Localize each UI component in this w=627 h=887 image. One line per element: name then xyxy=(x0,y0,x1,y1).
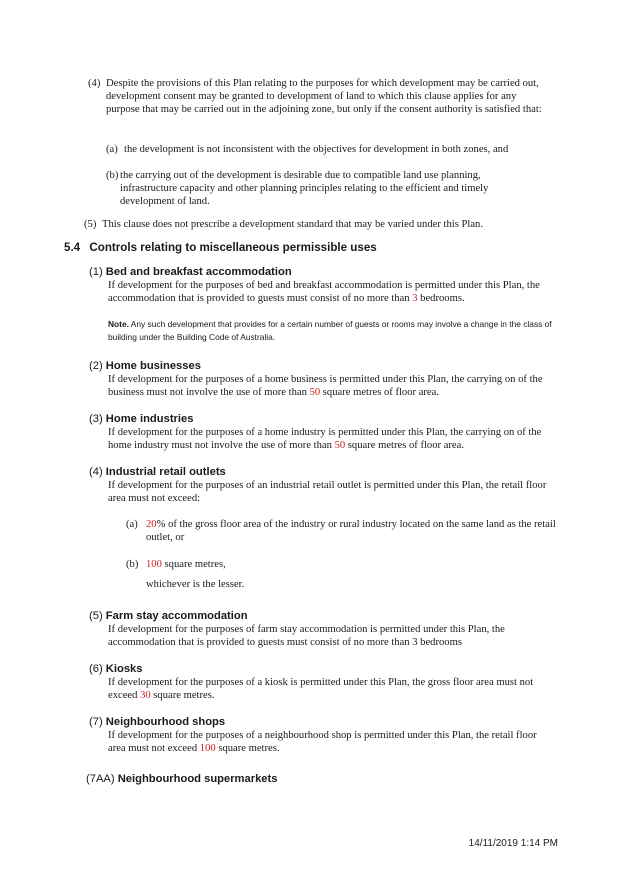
body-text: If development for the purposes of a home industry is permitted under this Plan, the carrying on of the home industry must not involve the use of more than xyxy=(108,427,542,451)
note-label: Note. xyxy=(108,319,129,329)
clause-4a-number: (a) xyxy=(106,144,118,155)
subclause-title: Neighbourhood supermarkets xyxy=(117,773,278,785)
body-text: If development for the purposes of a kiosk is permitted under this Plan, the gross floor area must not exceed xyxy=(108,677,534,701)
clause-4-number: (4) xyxy=(88,78,101,89)
note-text: Any such development that provides for a certain number of guests or rooms may involve a change in the class of building under the Building Code of Australia. xyxy=(108,319,552,342)
body-text: If development for the purposes of an industrial retail outlet is permitted under this Plan, the retail floor area must not exceed: xyxy=(108,480,547,504)
standard-value: 30 xyxy=(140,690,151,701)
body-text: % of the gross floor area of the industry or rural industry located on the same land as the retail outlet, or xyxy=(146,519,556,543)
industrial-retail-lesser: whichever is the lesser. xyxy=(146,579,245,590)
body-text: square metres of floor area. xyxy=(320,387,439,398)
body-text: square metres. xyxy=(215,743,280,754)
heading-bed-and-breakfast xyxy=(89,265,559,279)
text-farm-stay-accommodation xyxy=(108,623,556,649)
subclause-title: Home industries xyxy=(105,413,194,425)
heading-kiosks xyxy=(89,662,559,676)
heading-neighbourhood-supermarkets xyxy=(86,772,556,786)
standard-value: 50 xyxy=(309,387,321,398)
industrial-retail-b xyxy=(126,558,566,571)
text-neighbourhood-shops xyxy=(108,729,548,755)
clause-5-text: This clause does not prescribe a development standard that may be varied under this Plan. xyxy=(102,219,483,230)
body-text: If development for the purposes of farm stay accommodation is permitted under this Plan, the accommodation that is provided to guests must consist of no more than 3 bedrooms xyxy=(108,624,505,648)
heading-industrial-retail-outlets xyxy=(89,465,559,479)
subclause-title: Industrial retail outlets xyxy=(105,466,226,478)
body-text: bedrooms. xyxy=(417,293,465,304)
note-bed-and-breakfast xyxy=(108,318,558,343)
heading-home-industries xyxy=(89,412,559,426)
standard-value: 20 xyxy=(146,519,157,530)
subclause-number: (1) xyxy=(89,266,103,278)
standard-value: 50 xyxy=(334,440,346,451)
clause-4b-number: (b) xyxy=(106,170,119,181)
body-text: square metres, xyxy=(161,559,226,570)
heading-home-businesses xyxy=(89,359,559,373)
standard-value: 3 xyxy=(412,293,418,304)
body-text: square metres of floor area. xyxy=(345,440,464,451)
text-home-businesses xyxy=(108,373,558,399)
clause-4a xyxy=(106,143,566,156)
subclause-number: (7) xyxy=(89,716,103,728)
subclause-title: Farm stay accommodation xyxy=(105,610,248,622)
clause-4b-text: the carrying out of the development is desirable due to compatible land use planning, infrastructure capacity and other planning principles relating to the efficient and timely development of land. xyxy=(120,170,489,207)
industrial-retail-a xyxy=(126,518,566,544)
clause-5-number: (5) xyxy=(84,219,97,230)
body-text: If development for the purposes of a neighbourhood shop is permitted under this Plan, the retail floor area must not exceed xyxy=(108,730,537,754)
paragraph-text xyxy=(146,558,566,571)
footer-timestamp: 14/11/2019 1:14 PM xyxy=(468,838,558,849)
clause-4 xyxy=(88,77,558,116)
subclause-title: Bed and breakfast accommodation xyxy=(105,266,292,278)
body-text: If development for the purposes of a home business is permitted under this Plan, the carrying on of the business must not involve the use of more than xyxy=(108,374,543,398)
section-5-4-heading xyxy=(64,241,564,255)
subclause-number: (2) xyxy=(89,360,103,372)
subclause-number: (7AA) xyxy=(86,773,115,785)
text-home-industries xyxy=(108,426,558,452)
heading-farm-stay-accommodation xyxy=(89,609,559,623)
paragraph-text xyxy=(146,518,556,544)
clause-4a-text: the development is not inconsistent with the objectives for development in both zones, and xyxy=(124,144,509,155)
subclause-title: Home businesses xyxy=(105,360,201,372)
body-text: If development for the purposes of bed and breakfast accommodation is permitted under this Plan, the accommodation that is provided to guests must consist of no more than xyxy=(108,280,540,304)
text-kiosks xyxy=(108,676,548,702)
text-industrial-retail-outlets xyxy=(108,479,548,505)
heading-neighbourhood-shops xyxy=(89,715,559,729)
subclause-number: (6) xyxy=(89,663,103,675)
subclause-title: Kiosks xyxy=(105,663,143,675)
standard-value: 100 xyxy=(199,743,216,754)
clause-4-text: Despite the provisions of this Plan relating to the purposes for which development may be carried out, development consent may be granted to development of land to which this clause applies for any purpose that may be carried out in the adjoining zone, but only if the consent authority is satisfied that: xyxy=(106,78,542,115)
section-title: Controls relating to miscellaneous permissible uses xyxy=(89,241,377,254)
text-bed-and-breakfast xyxy=(108,279,554,305)
subclause-number: (3) xyxy=(89,413,103,425)
subclause-number: (4) xyxy=(89,466,103,478)
section-number: 5.4 xyxy=(64,241,81,254)
clause-5 xyxy=(84,218,564,231)
standard-value: 100 xyxy=(146,559,162,570)
clause-4b xyxy=(106,169,566,208)
body-text: square metres. xyxy=(150,690,215,701)
paragraph-number: (a) xyxy=(126,519,138,530)
paragraph-number: (b) xyxy=(126,559,139,570)
subclause-number: (5) xyxy=(89,610,103,622)
subclause-title: Neighbourhood shops xyxy=(105,716,226,728)
